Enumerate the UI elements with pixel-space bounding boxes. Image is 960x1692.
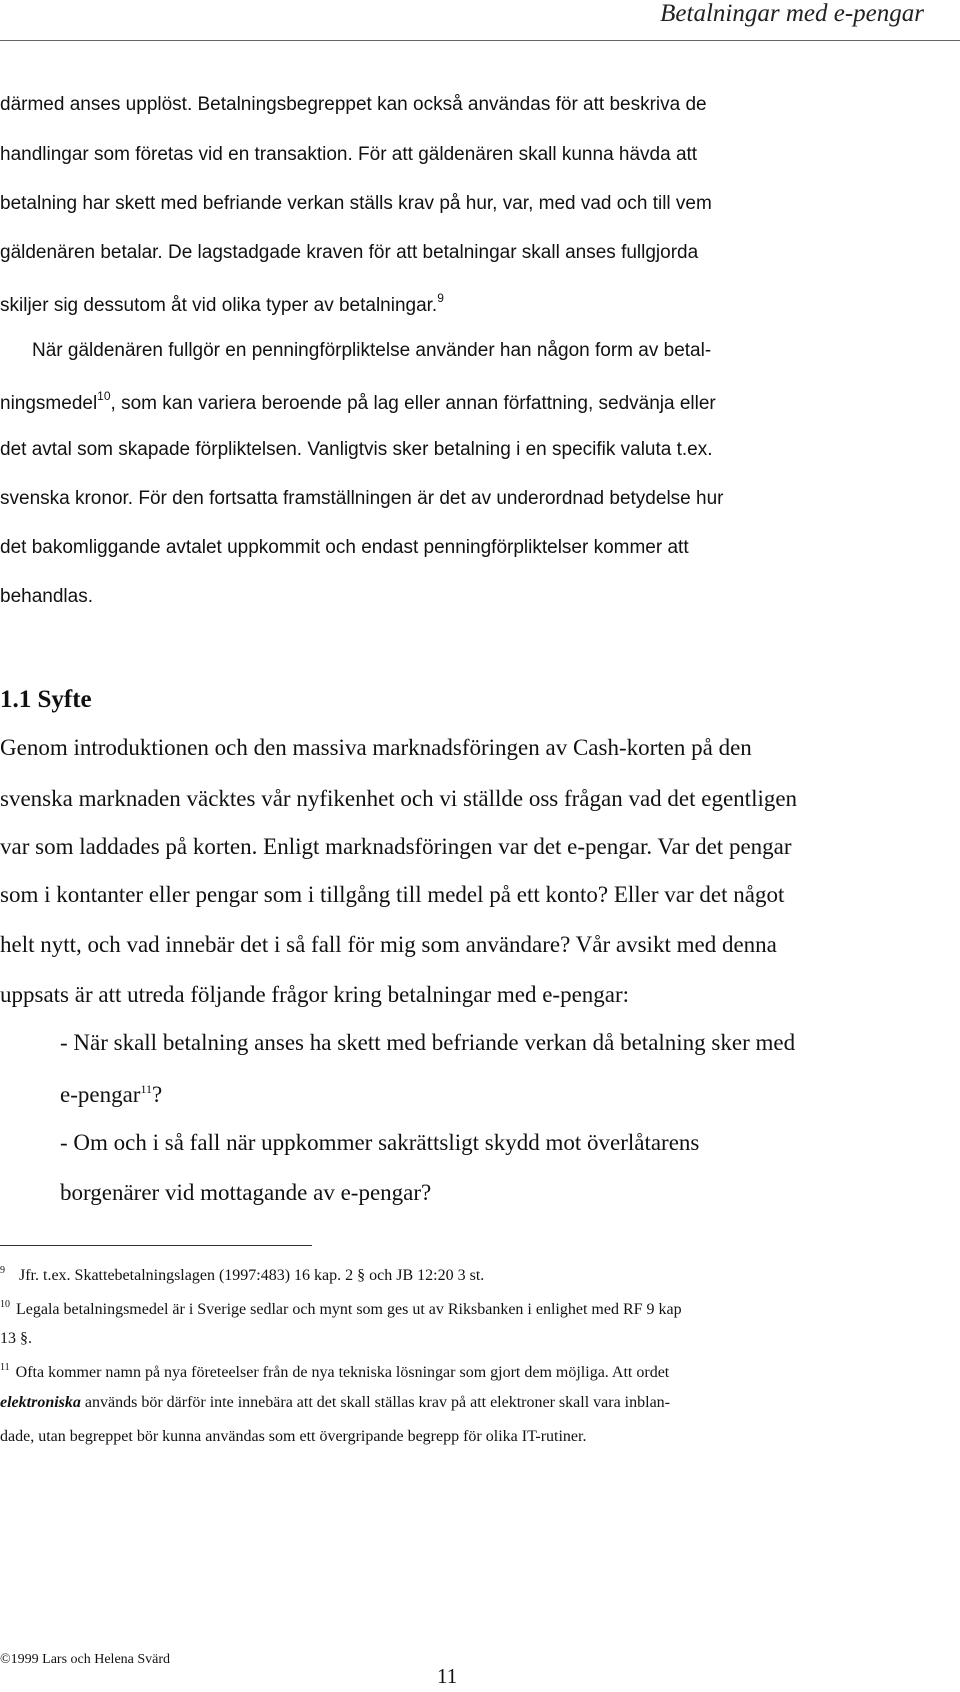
header-divider <box>0 40 960 41</box>
body-line: därmed anses upplöst. Betalningsbegreppet kan också användas för att beskriva de <box>0 94 707 115</box>
footnote-text: används bör därför inte innebära att det skall ställas krav på att elektroner skall vara inblan- <box>80 1394 670 1411</box>
body-line: uppsats är att utreda följande frågor kring betalningar med e-pengar: <box>0 982 630 1007</box>
body-line: helt nytt, och vad innebär det i så fall för mig som användare? Vår avsikt med denna <box>0 932 777 957</box>
footnote-line <box>0 1394 670 1412</box>
footnote-number: 11 <box>0 1362 10 1373</box>
footnote-11 <box>0 1362 669 1382</box>
body-line: behandlas. <box>0 586 93 607</box>
footnote-number: 9 <box>0 1265 5 1276</box>
body-line: handlingar som företas vid en transaktion. För att gäldenären skall kunna hävda att <box>0 144 698 165</box>
body-line: svenska kronor. För den fortsatta framställningen är det av underordnad betydelse hur <box>0 488 724 509</box>
footnote-ref-11: 11 <box>140 1082 153 1096</box>
emphasized-term: elektroniska <box>0 1394 81 1411</box>
footnote-9 <box>0 1265 484 1285</box>
body-text: ? <box>152 1082 163 1107</box>
copyright-notice: ©1999 Lars och Helena Svärd <box>0 1652 171 1667</box>
running-header: Betalningar med e-pengar <box>660 0 924 27</box>
footnote-divider <box>0 1245 312 1246</box>
question-item: - När skall betalning anses ha skett med befriande verkan då betalning sker med <box>60 1030 796 1055</box>
footnote-text: Ofta kommer namn på nya företeelser från de nya tekniska lösningar som gjort dem möjliga. Att ordet <box>15 1364 670 1381</box>
question-item: - Om och i så fall när uppkommer sakrättsligt skydd mot överlåtarens <box>60 1130 700 1155</box>
body-line <box>0 389 716 415</box>
footnote-10 <box>0 1299 682 1319</box>
footnote-number: 10 <box>0 1299 10 1310</box>
body-line: det bakomliggande avtalet uppkommit och endast penningförpliktelser kommer att <box>0 537 689 558</box>
body-line <box>0 291 444 317</box>
body-line: gäldenären betalar. De lagstadgade kraven för att betalningar skall anses fullgjorda <box>0 242 699 263</box>
body-line: det avtal som skapade förpliktelsen. Vanligtvis sker betalning i en specifik valuta t.ex. <box>0 439 713 460</box>
footnote-ref-9: 9 <box>437 291 444 305</box>
body-line: var som laddades på korten. Enligt marknadsföringen var det e-pengar. Var det pengar <box>0 834 792 859</box>
footnote-text: 13 §. <box>0 1330 32 1347</box>
body-line: som i kontanter eller pengar som i tillgång till medel på ett konto? Eller var det något <box>0 882 785 907</box>
body-text: ningsmedel <box>0 393 98 414</box>
question-item <box>60 1082 162 1108</box>
page-number: 11 <box>437 1664 458 1688</box>
section-heading: 1.1 Syfte <box>0 686 92 713</box>
footnote-text: dade, utan begreppet bör kunna användas som ett övergripande begrepp för olika IT-rutiner. <box>0 1428 587 1445</box>
body-line: När gäldenären fullgör en penningförpliktelse använder han någon form av betal- <box>32 340 712 361</box>
body-line: svenska marknaden väcktes vår nyfikenhet och vi ställde oss frågan vad det egentligen <box>0 786 798 811</box>
body-text: skiljer sig dessutom åt vid olika typer av betalningar. <box>0 295 438 316</box>
body-line: betalning har skett med befriande verkan ställs krav på hur, var, med vad och till vem <box>0 193 712 214</box>
footnote-text: Legala betalningsmedel är i Sverige sedlar och mynt som ges ut av Riksbanken i enlighet med RF 9 kap <box>16 1301 682 1318</box>
question-item: borgenärer vid mottagande av e-pengar? <box>60 1180 432 1205</box>
body-text: , som kan variera beroende på lag eller annan författning, sedvänja eller <box>110 393 716 414</box>
footnote-text: Jfr. t.ex. Skattebetalningslagen (1997:483) 16 kap. 2 § och JB 12:20 3 st. <box>19 1267 485 1284</box>
footnote-ref-10: 10 <box>97 389 111 403</box>
body-text: e-pengar <box>60 1082 141 1107</box>
body-line: Genom introduktionen och den massiva marknadsföringen av Cash-korten på den <box>0 735 752 760</box>
